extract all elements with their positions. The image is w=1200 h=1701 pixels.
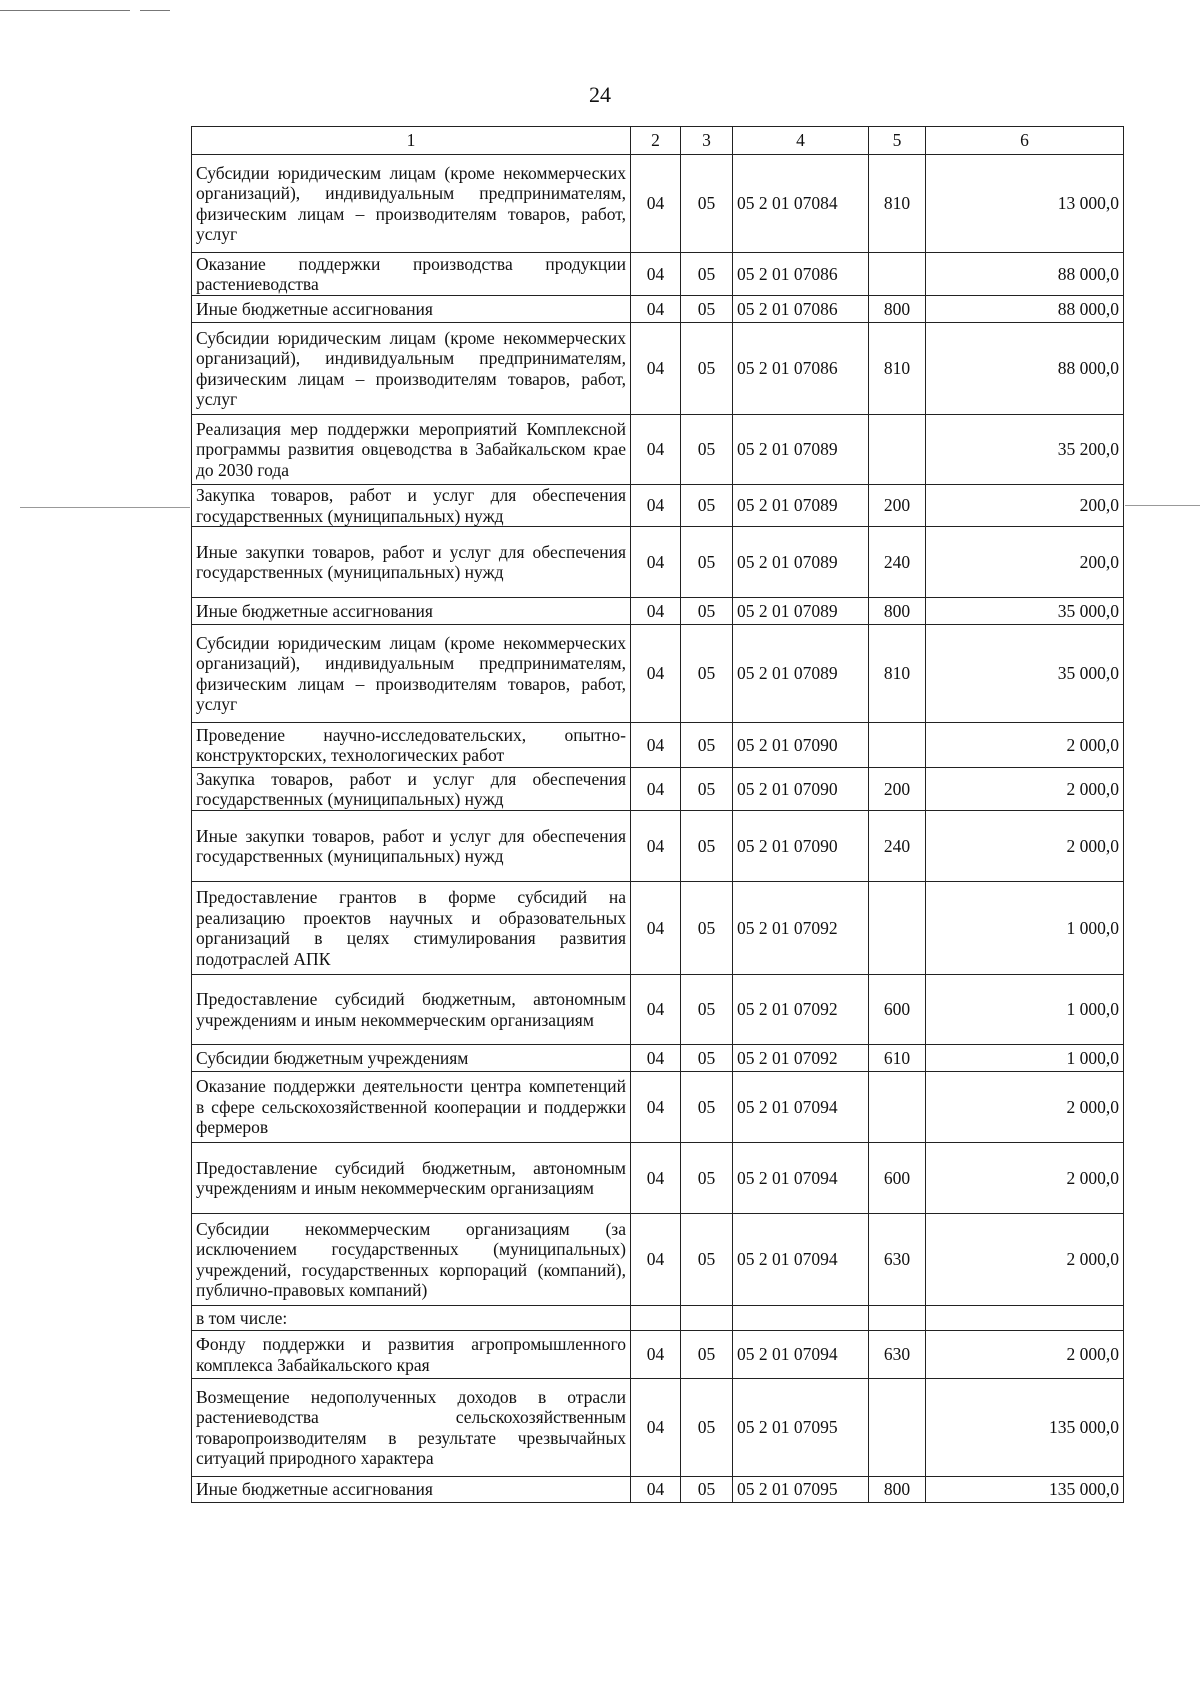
expense-type-code: 200: [869, 485, 926, 527]
section-code: 04: [631, 1143, 681, 1214]
section-code: 04: [631, 323, 681, 415]
subsection-code: 05: [681, 253, 733, 296]
header-cell: 1: [192, 127, 631, 155]
scan-edge-line: [0, 10, 130, 11]
target-article-code: 05 2 01 07090: [733, 723, 869, 768]
expense-type-code: 630: [869, 1331, 926, 1379]
row-name: Иные закупки товаров, работ и услуг для обеспечения государственных (муниципальных) нужд: [192, 527, 631, 598]
row-name: Субсидии некоммерческим организациям (за исключением государственных (муниципальных) учреждений, государственных корпораций (компаний), публично-правовых компаний): [192, 1214, 631, 1306]
amount: 2 000,0: [926, 1072, 1124, 1143]
section-code: 04: [631, 1331, 681, 1379]
row-name: Субсидии юридическим лицам (кроме некоммерческих организаций), индивидуальным предпринимателям, физическим лицам – производителям товаров, работ, услуг: [192, 625, 631, 723]
target-article-code: 05 2 01 07086: [733, 323, 869, 415]
section-code: 04: [631, 415, 681, 485]
row-name: Проведение научно-исследовательских, опытно-конструкторских, технологических работ: [192, 723, 631, 768]
target-article-code: 05 2 01 07089: [733, 485, 869, 527]
section-code: 04: [631, 155, 681, 253]
expense-type-code: [869, 723, 926, 768]
header-cell: 4: [733, 127, 869, 155]
amount: 2 000,0: [926, 1143, 1124, 1214]
header-cell: 6: [926, 127, 1124, 155]
budget-table: [191, 126, 1124, 1503]
table-row: [192, 1143, 1124, 1214]
target-article-code: 05 2 01 07094: [733, 1331, 869, 1379]
expense-type-code: 800: [869, 1477, 926, 1503]
target-article-code: 05 2 01 07095: [733, 1477, 869, 1503]
subsection-code: [681, 1306, 733, 1331]
section-code: 04: [631, 296, 681, 323]
target-article-code: 05 2 01 07089: [733, 527, 869, 598]
amount: [926, 1306, 1124, 1331]
subsection-code: 05: [681, 1214, 733, 1306]
section-code: 04: [631, 625, 681, 723]
row-name: в том числе:: [192, 1306, 631, 1331]
table-row: [192, 1214, 1124, 1306]
row-name: Субсидии юридическим лицам (кроме некоммерческих организаций), индивидуальным предпринимателям, физическим лицам – производителям товаров, работ, услуг: [192, 323, 631, 415]
table-row: [192, 1477, 1124, 1503]
target-article-code: 05 2 01 07090: [733, 811, 869, 882]
table-row: [192, 155, 1124, 253]
section-code: 04: [631, 1072, 681, 1143]
row-name: Иные бюджетные ассигнования: [192, 296, 631, 323]
amount: 2 000,0: [926, 768, 1124, 811]
expense-type-code: [869, 1072, 926, 1143]
subsection-code: 05: [681, 296, 733, 323]
expense-type-code: 610: [869, 1045, 926, 1072]
subsection-code: 05: [681, 625, 733, 723]
subsection-code: 05: [681, 1477, 733, 1503]
table-row: [192, 1045, 1124, 1072]
amount: 2 000,0: [926, 1331, 1124, 1379]
subsection-code: 05: [681, 527, 733, 598]
table-row: [192, 1306, 1124, 1331]
subsection-code: 05: [681, 811, 733, 882]
target-article-code: 05 2 01 07089: [733, 415, 869, 485]
amount: 1 000,0: [926, 882, 1124, 975]
row-name: Оказание поддержки производства продукции растениеводства: [192, 253, 631, 296]
expense-type-code: 800: [869, 598, 926, 625]
target-article-code: 05 2 01 07094: [733, 1072, 869, 1143]
target-article-code: 05 2 01 07092: [733, 1045, 869, 1072]
expense-type-code: 800: [869, 296, 926, 323]
subsection-code: 05: [681, 415, 733, 485]
target-article-code: [733, 1306, 869, 1331]
subsection-code: 05: [681, 485, 733, 527]
table-row: [192, 527, 1124, 598]
amount: 2 000,0: [926, 1214, 1124, 1306]
section-code: [631, 1306, 681, 1331]
expense-type-code: 630: [869, 1214, 926, 1306]
section-code: 04: [631, 253, 681, 296]
table-row: [192, 975, 1124, 1045]
subsection-code: 05: [681, 1331, 733, 1379]
expense-type-code: [869, 415, 926, 485]
amount: 88 000,0: [926, 323, 1124, 415]
amount: 2 000,0: [926, 723, 1124, 768]
subsection-code: 05: [681, 1072, 733, 1143]
table-row: [192, 811, 1124, 882]
row-name: Оказание поддержки деятельности центра компетенций в сфере сельскохозяйственной кооперации и поддержки фермеров: [192, 1072, 631, 1143]
page-number: 24: [589, 82, 611, 107]
target-article-code: 05 2 01 07094: [733, 1214, 869, 1306]
target-article-code: 05 2 01 07089: [733, 598, 869, 625]
subsection-code: 05: [681, 723, 733, 768]
expense-type-code: [869, 253, 926, 296]
section-code: 04: [631, 598, 681, 625]
table-row: [192, 296, 1124, 323]
target-article-code: 05 2 01 07084: [733, 155, 869, 253]
row-name: Предоставление грантов в форме субсидий на реализацию проектов научных и образовательных организаций в целях стимулирования развития подотраслей АПК: [192, 882, 631, 975]
amount: 135 000,0: [926, 1477, 1124, 1503]
amount: 88 000,0: [926, 253, 1124, 296]
header-cell: 3: [681, 127, 733, 155]
amount: 2 000,0: [926, 811, 1124, 882]
target-article-code: 05 2 01 07094: [733, 1143, 869, 1214]
table-row: [192, 415, 1124, 485]
expense-type-code: 600: [869, 975, 926, 1045]
table-row: [192, 485, 1124, 527]
row-name: Фонду поддержки и развития агропромышленного комплекса Забайкальского края: [192, 1331, 631, 1379]
section-code: 04: [631, 1045, 681, 1072]
row-name: Предоставление субсидий бюджетным, автономным учреждениям и иным некоммерческим организациям: [192, 975, 631, 1045]
section-code: 04: [631, 723, 681, 768]
target-article-code: 05 2 01 07090: [733, 768, 869, 811]
section-code: 04: [631, 1477, 681, 1503]
table-row: [192, 323, 1124, 415]
subsection-code: 05: [681, 323, 733, 415]
row-name: Предоставление субсидий бюджетным, автономным учреждениям и иным некоммерческим организациям: [192, 1143, 631, 1214]
table-header-row: [192, 127, 1124, 155]
section-code: 04: [631, 1214, 681, 1306]
subsection-code: 05: [681, 155, 733, 253]
subsection-code: 05: [681, 768, 733, 811]
expense-type-code: 810: [869, 323, 926, 415]
expense-type-code: 240: [869, 811, 926, 882]
row-name: Иные бюджетные ассигнования: [192, 598, 631, 625]
row-name: Иные закупки товаров, работ и услуг для обеспечения государственных (муниципальных) нужд: [192, 811, 631, 882]
amount: 1 000,0: [926, 975, 1124, 1045]
amount: 135 000,0: [926, 1379, 1124, 1477]
target-article-code: 05 2 01 07086: [733, 253, 869, 296]
table-row: [192, 723, 1124, 768]
subsection-code: 05: [681, 598, 733, 625]
amount: 35 000,0: [926, 598, 1124, 625]
subsection-code: 05: [681, 882, 733, 975]
scan-edge-line: [140, 10, 170, 11]
section-code: 04: [631, 485, 681, 527]
target-article-code: 05 2 01 07092: [733, 882, 869, 975]
expense-type-code: [869, 882, 926, 975]
header-cell: 2: [631, 127, 681, 155]
row-name: Возмещение недополученных доходов в отрасли растениеводства сельскохозяйственным товаропроизводителям в результате чрезвычайных ситуаций природного характера: [192, 1379, 631, 1477]
section-code: 04: [631, 768, 681, 811]
subsection-code: 05: [681, 1045, 733, 1072]
amount: 88 000,0: [926, 296, 1124, 323]
table-row: [192, 882, 1124, 975]
amount: 13 000,0: [926, 155, 1124, 253]
table-row: [192, 768, 1124, 811]
expense-type-code: 810: [869, 155, 926, 253]
table-row: [192, 1331, 1124, 1379]
table-row: [192, 1072, 1124, 1143]
scan-edge-line: [1125, 505, 1200, 506]
expense-type-code: [869, 1379, 926, 1477]
subsection-code: 05: [681, 1379, 733, 1477]
target-article-code: 05 2 01 07086: [733, 296, 869, 323]
table-row: [192, 253, 1124, 296]
target-article-code: 05 2 01 07089: [733, 625, 869, 723]
section-code: 04: [631, 975, 681, 1045]
header-cell: 5: [869, 127, 926, 155]
scan-edge-line: [20, 507, 190, 508]
row-name: Реализация мер поддержки мероприятий Комплексной программы развития овцеводства в Забайкальском крае до 2030 года: [192, 415, 631, 485]
row-name: Закупка товаров, работ и услуг для обеспечения государственных (муниципальных) нужд: [192, 768, 631, 811]
section-code: 04: [631, 811, 681, 882]
row-name: Субсидии юридическим лицам (кроме некоммерческих организаций), индивидуальным предпринимателям, физическим лицам – производителям товаров, работ, услуг: [192, 155, 631, 253]
amount: 35 000,0: [926, 625, 1124, 723]
expense-type-code: 240: [869, 527, 926, 598]
amount: 200,0: [926, 527, 1124, 598]
section-code: 04: [631, 882, 681, 975]
row-name: Субсидии бюджетным учреждениям: [192, 1045, 631, 1072]
amount: 200,0: [926, 485, 1124, 527]
target-article-code: 05 2 01 07095: [733, 1379, 869, 1477]
expense-type-code: 810: [869, 625, 926, 723]
expense-type-code: 200: [869, 768, 926, 811]
amount: 35 200,0: [926, 415, 1124, 485]
table-row: [192, 598, 1124, 625]
expense-type-code: [869, 1306, 926, 1331]
row-name: Закупка товаров, работ и услуг для обеспечения государственных (муниципальных) нужд: [192, 485, 631, 527]
table-row: [192, 625, 1124, 723]
subsection-code: 05: [681, 975, 733, 1045]
section-code: 04: [631, 527, 681, 598]
expense-type-code: 600: [869, 1143, 926, 1214]
section-code: 04: [631, 1379, 681, 1477]
row-name: Иные бюджетные ассигнования: [192, 1477, 631, 1503]
amount: 1 000,0: [926, 1045, 1124, 1072]
subsection-code: 05: [681, 1143, 733, 1214]
table-row: [192, 1379, 1124, 1477]
target-article-code: 05 2 01 07092: [733, 975, 869, 1045]
